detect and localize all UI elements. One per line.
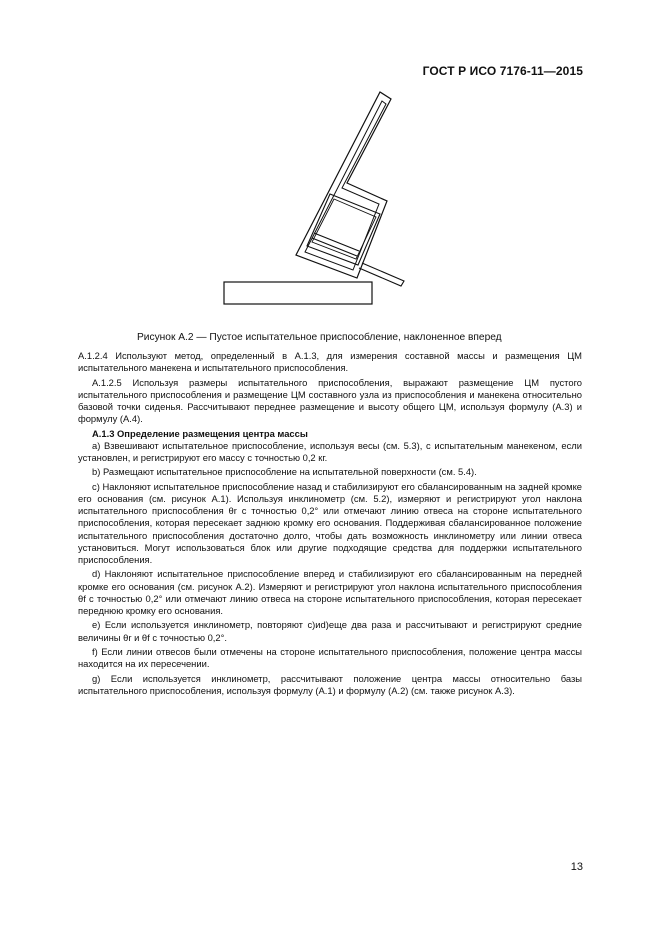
body-text bbox=[78, 350, 582, 699]
figure-a2-drawing bbox=[0, 0, 661, 330]
step-c: c) Наклоняют испытательное приспособление назад и стабилизируют его сбалансированным на задней кромке его основания (см. рисунок А.1). Используя инклинометр (см. 5.2), измеряют и регистрируют угол наклона испытательного приспособления θr с точностью 0,2° или отмечают линию отвеса на стороне испытательного приспособления, которая пересекает заднюю кромку его основания. Поддерживая сбалансированное положение испытательного приспособления достаточно долго, чтобы дать возможность инклинометру или линии отвеса установиться. Могут использоваться блок или другие подходящие средства для поддержки испытательного приспособления. bbox=[78, 480, 582, 565]
figure-caption: Рисунок А.2 — Пустое испытательное приспособление, наклоненное вперед bbox=[137, 332, 502, 343]
step-e: e) Если используется инклинометр, повторяют c)иd)еще два раза и рассчитывают и регистрируют средние величины θr и θf с точностью 0,2°. bbox=[78, 619, 582, 643]
page-number: 13 bbox=[570, 861, 583, 873]
fixture-base bbox=[224, 282, 372, 304]
step-f: f) Если линии отвесов были отмечены на стороне испытательного приспособления, положение центра массы находится на их пересечении. bbox=[78, 645, 582, 670]
paragraph-a-1-2-4: А.1.2.4 Используют метод, определенный в А.1.3, для измерения составной массы и размещения ЦМ испытательного манекена и испытательного приспособления. bbox=[78, 350, 582, 374]
step-g: g) Если используется инклинометр, рассчитывают положение центра массы относительно базы испытательного приспособления, используя формулу (А.1) и формулу (А.2) (см. также рисунок А.3). bbox=[78, 672, 582, 696]
step-a: a) Взвешивают испытательное приспособление, используя весы (см. 5.3), с испытательным манекеном, если установлен, и регистрируют его массу с точностью 0,2 кг. bbox=[78, 439, 582, 463]
step-d: d) Наклоняют испытательное приспособление вперед и стабилизируют его сбалансированным на передней кромке его основания (см. рисунок А.2). Измеряют и регистрируют угол наклона испытательного приспособления θf с точностью 0,2° или отмечают линию отвеса на стороне испытательного приспособления, которая пересекает переднюю кромку его основания. bbox=[78, 568, 582, 616]
paragraph-a-1-2-5: А.1.2.5 Используя размеры испытательного приспособления, выражают размещение ЦМ пустого испытательного приспособления и размещение ЦМ составного узла из приспособления и манекена относительно базовой точки сиденья. Рассчитывают переднее размещение и высоту общего ЦМ, используя формулу (А.3) и формулу (А.4). bbox=[78, 376, 582, 425]
page-header: ГОСТ Р ИСО 7176-11—2015 bbox=[422, 64, 583, 78]
step-b: b) Размещают испытательное приспособление на испытательной поверхности (см. 5.4). bbox=[92, 466, 477, 478]
section-heading-a-1-3: А.1.3 Определение размещения центра массы bbox=[92, 427, 308, 439]
fixture-inner-frame bbox=[305, 101, 386, 270]
